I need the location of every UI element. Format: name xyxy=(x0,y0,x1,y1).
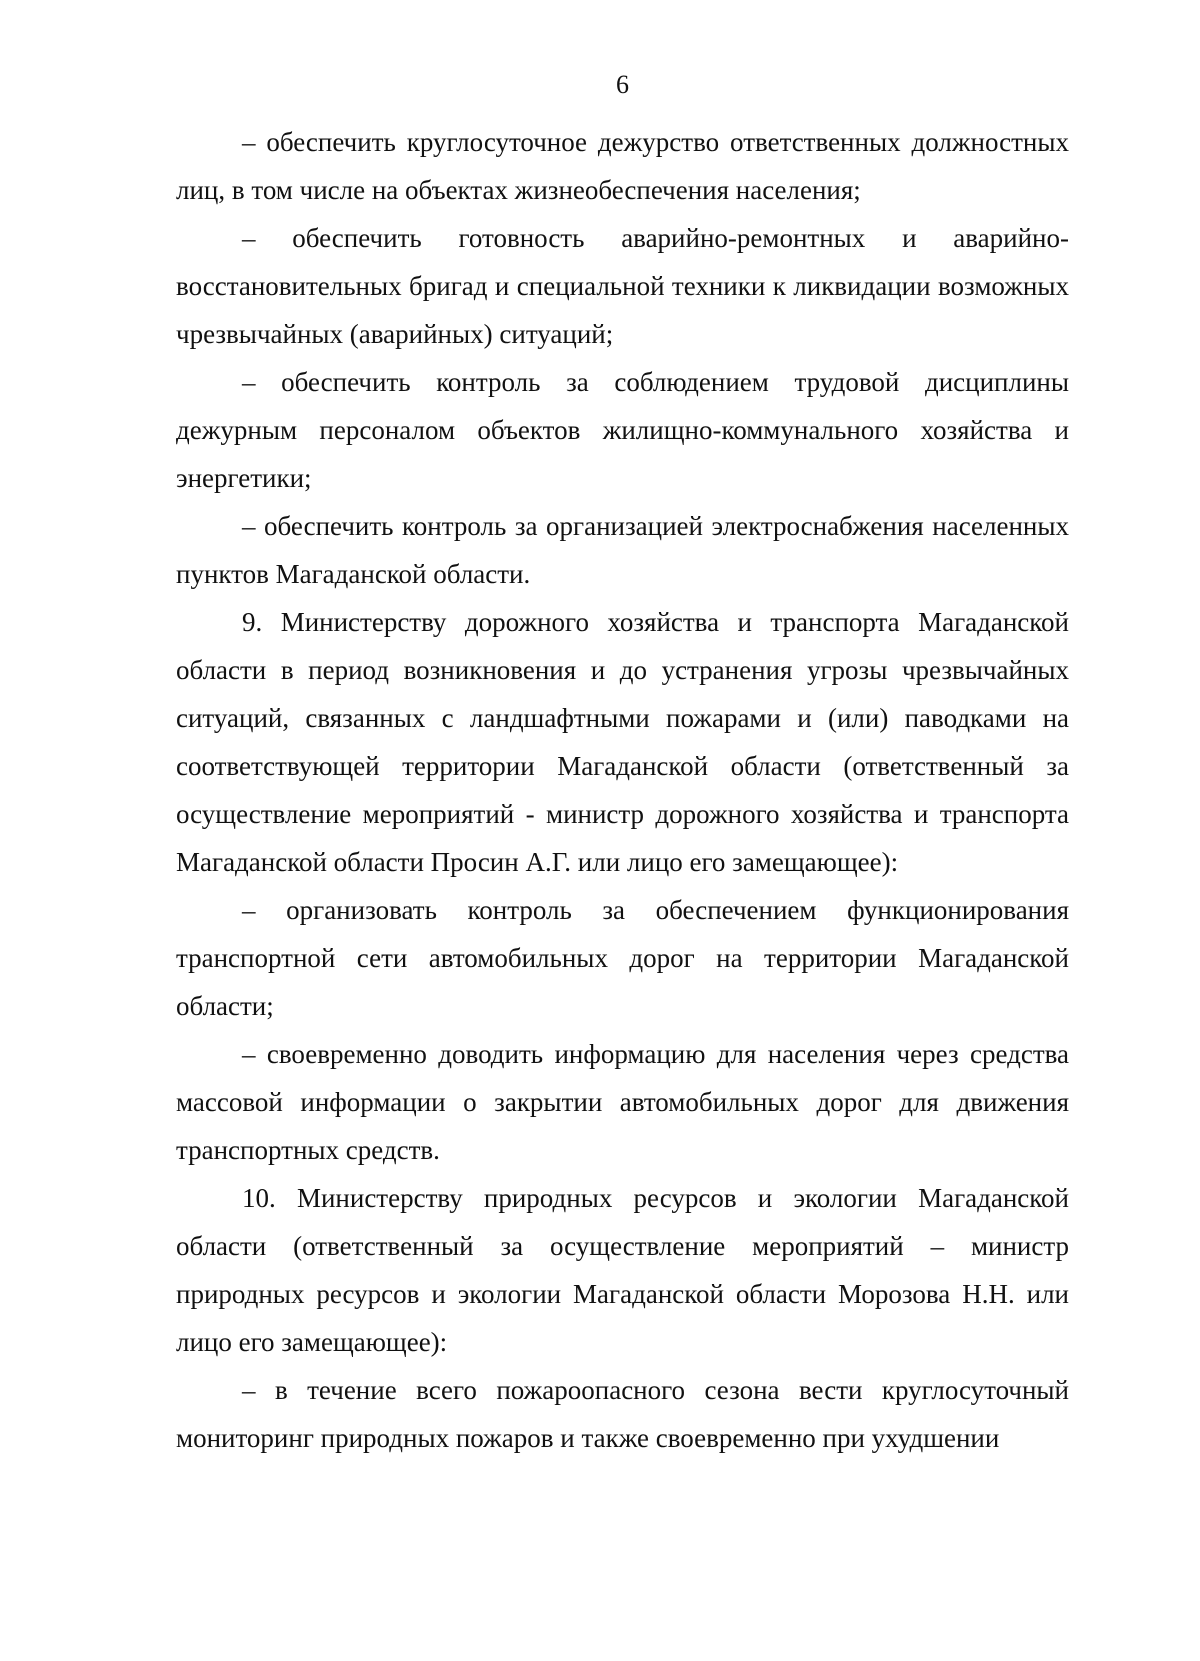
paragraph-item-9: 9. Министерству дорожного хозяйства и транспорта Магаданской области в период возникновения и до устранения угрозы чрезвычайных ситуаций, связанных с ландшафтными пожарами и (или) паводками на соответствующей территории Магаданской области (ответственный за осуществление мероприятий - министр дорожного хозяйства и транспорта Магаданской области Просин А.Г. или лицо его замещающее): xyxy=(176,607,1069,877)
paragraph-item-10: 10. Министерству природных ресурсов и экологии Магаданской области (ответственный за осуществление мероприятий – министр природных ресурсов и экологии Магаданской области Морозова Н.Н. или лицо его замещающее): xyxy=(176,1183,1069,1357)
paragraph-fire-monitoring: – в течение всего пожароопасного сезона вести круглосуточный мониторинг природных пожаров и также своевременно при ухудшении xyxy=(176,1375,1069,1453)
document-body xyxy=(176,118,1069,1462)
paragraph-repair-brigades: – обеспечить готовность аварийно-ремонтных и аварийно-восстановительных бригад и специальной техники к ликвидации возможных чрезвычайных (аварийных) ситуаций; xyxy=(176,223,1069,349)
paragraph-labor-discipline: – обеспечить контроль за соблюдением трудовой дисциплины дежурным персоналом объектов жилищно-коммунального хозяйства и энергетики; xyxy=(176,367,1069,493)
page-number: 6 xyxy=(616,70,629,99)
paragraph-duty-officers: – обеспечить круглосуточное дежурство ответственных должностных лиц, в том числе на объектах жизнеобеспечения населения; xyxy=(176,127,1069,205)
paragraph-road-network-control: – организовать контроль за обеспечением функционирования транспортной сети автомобильных дорог на территории Магаданской области; xyxy=(176,895,1069,1021)
paragraph-road-closure-info: – своевременно доводить информацию для населения через средства массовой информации о закрытии автомобильных дорог для движения транспортных средств. xyxy=(176,1039,1069,1165)
paragraph-power-supply: – обеспечить контроль за организацией электроснабжения населенных пунктов Магаданской области. xyxy=(176,511,1069,589)
